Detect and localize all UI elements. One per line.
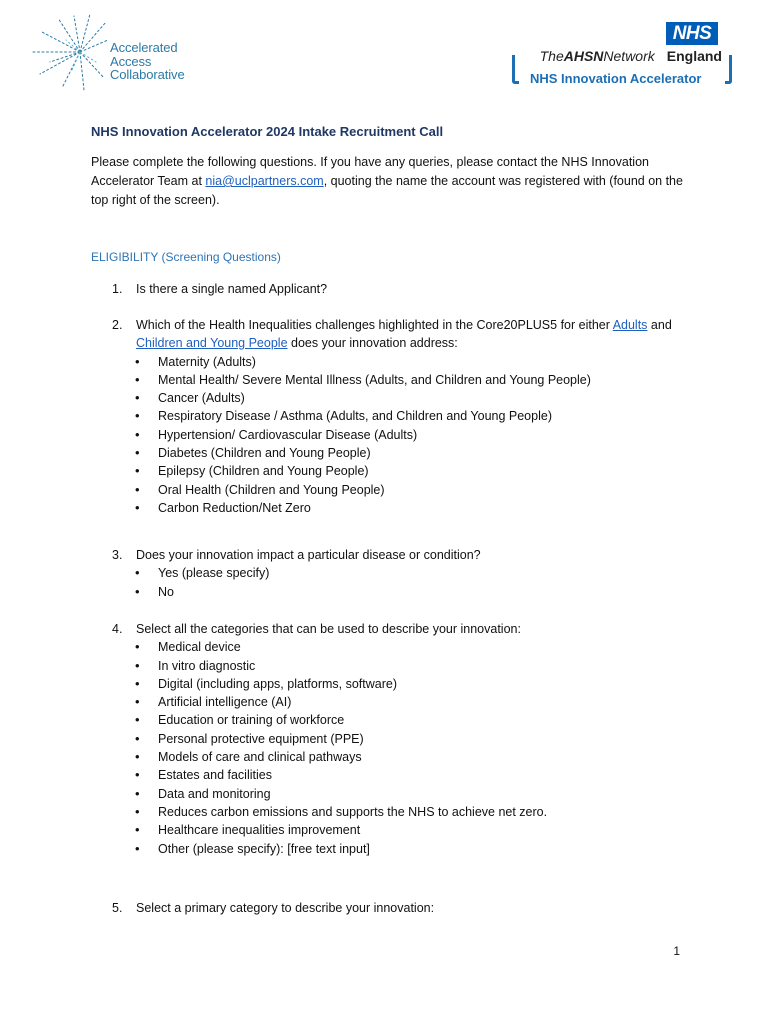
ahsn-the: The — [539, 48, 564, 64]
document-title: NHS Innovation Accelerator 2024 Intake Recruitment Call — [91, 124, 444, 139]
list-item: • In vitro diagnostic — [158, 657, 702, 675]
ahsn-network-text — [540, 48, 722, 64]
list-item: • Mental Health/ Severe Mental Illness (Adults, and Children and Young People) — [158, 371, 702, 389]
england-text: England — [666, 48, 722, 64]
list-item: • Respiratory Disease / Asthma (Adults, and Children and Young People) — [158, 407, 702, 425]
list-item: • Education or training of workforce — [158, 711, 702, 729]
aac-logo-line: Accelerated — [110, 40, 178, 55]
question-text-part: Which of the Health Inequalities challenges highlighted in the Core20PLUS5 for either — [136, 318, 613, 332]
list-item: • Estates and facilities — [158, 766, 702, 784]
list-item: • Epilepsy (Children and Young People) — [158, 462, 702, 480]
ahsn-network: Network — [603, 48, 655, 64]
question-text: Select all the categories that can be used to describe your innovation: — [136, 622, 521, 636]
list-item: • Cancer (Adults) — [158, 389, 702, 407]
bracket-left-shape — [512, 55, 519, 84]
email-link[interactable]: nia@uclpartners.com — [205, 174, 324, 188]
question-number: 5. — [112, 901, 123, 915]
list-item: • Personal protective equipment (PPE) — [158, 730, 702, 748]
question-2 — [112, 316, 702, 517]
question-text-part: and — [647, 318, 672, 332]
list-item: • No — [158, 583, 702, 601]
aac-logo — [28, 12, 218, 92]
aac-logo-line: Access — [110, 53, 152, 69]
ahsn-acronym: AHSN — [563, 48, 604, 64]
section-heading: ELIGIBILITY (Screening Questions) — [91, 250, 281, 264]
list-item: • Healthcare inequalities improvement — [158, 821, 702, 839]
list-item: • Artificial intelligence (AI) — [158, 693, 702, 711]
question-4 — [112, 620, 702, 858]
nhs-lozenge-logo: NHS — [666, 22, 718, 45]
list-item: • Digital (including apps, platforms, software) — [158, 675, 702, 693]
list-item: • Hypertension/ Cardiovascular Disease (Adults) — [158, 426, 702, 444]
list-item: • Carbon Reduction/Net Zero — [158, 499, 702, 517]
intro-paragraph — [91, 153, 691, 210]
options-list — [112, 638, 702, 858]
question-number: 1. — [112, 282, 123, 296]
question-text: Is there a single named Applicant? — [136, 282, 328, 296]
intro-text-1: Please complete the following questions. If you have any queries, please contact the NHS Innovation Accelerator Team at — [91, 155, 649, 188]
list-item: • Medical device — [158, 638, 702, 656]
list-item: • Yes (please specify) — [158, 564, 702, 582]
intro-text-2: , quoting the name the account was registered with (found on the top right of the screen). — [91, 174, 683, 207]
list-item: • Other (please specify): [free text input] — [158, 840, 702, 858]
options-list — [112, 564, 702, 601]
question-1 — [112, 280, 702, 298]
children-young-people-link[interactable]: Children and Young People — [136, 336, 288, 351]
question-text: Select a primary category to describe your innovation: — [136, 901, 435, 915]
options-list — [112, 353, 702, 518]
nia-logo-text: NHS Innovation Accelerator — [530, 71, 702, 86]
aac-logo-line: Collaborative — [110, 67, 185, 82]
question-text — [136, 316, 702, 353]
list-item: • Oral Health (Children and Young People) — [158, 481, 702, 499]
question-3 — [112, 546, 702, 601]
adults-link[interactable]: Adults — [612, 318, 648, 332]
nhs-ahsn-logo — [512, 22, 732, 92]
question-number: 3. — [112, 548, 123, 562]
list-item: • Diabetes (Children and Young People) — [158, 444, 702, 462]
question-text: Does your innovation impact a particular disease or condition? — [136, 548, 481, 562]
list-item: • Maternity (Adults) — [158, 353, 702, 371]
bracket-right-shape — [725, 55, 732, 84]
question-5 — [112, 899, 702, 917]
question-text-part: does your innovation address: — [287, 336, 458, 351]
page-number: 1 — [673, 944, 680, 958]
question-number: 4. — [112, 622, 123, 636]
list-item: • Models of care and clinical pathways — [158, 748, 702, 766]
aac-logo-text — [110, 41, 185, 82]
question-number: 2. — [112, 318, 123, 332]
list-item: • Reduces carbon emissions and supports the NHS to achieve net zero. — [158, 803, 702, 821]
list-item: • Data and monitoring — [158, 785, 702, 803]
